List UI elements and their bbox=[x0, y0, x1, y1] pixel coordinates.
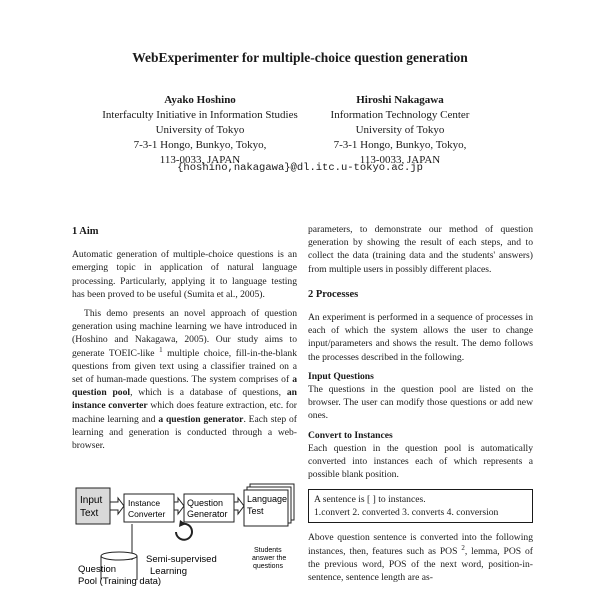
input-text-label: Text bbox=[80, 508, 99, 519]
cycle-icon bbox=[176, 524, 192, 540]
author-name: Hiroshi Nakagawa bbox=[356, 94, 444, 106]
author-affiliation: Information Technology Center bbox=[330, 109, 470, 121]
section-heading-processes: 2 Processes bbox=[308, 288, 359, 300]
arrow-icon bbox=[174, 498, 184, 514]
text: , lemma, POS of the previous word, POS of the next word, position-in-sentence, sentence length are as- bbox=[308, 545, 533, 584]
example-question-box bbox=[308, 489, 533, 523]
students-label: Students bbox=[254, 547, 282, 554]
paragraph: parameters, to demonstrate our method of question generation by showing the result of each steps, and to collect the data (training data and the students' answers) from multiple users in possibly different places. bbox=[308, 224, 533, 275]
term: a question pool bbox=[72, 374, 297, 399]
paragraph: The questions in the question pool are listed on the browser. The user can modify those questions or add new ones. bbox=[308, 384, 533, 422]
question-generator-label: Generator bbox=[187, 509, 228, 519]
author-university: University of Tokyo bbox=[155, 124, 245, 136]
language-test-label: Language bbox=[247, 494, 288, 504]
paragraph: Automatic generation of multiple-choice questions is an emerging topic in application of natural language processing. Particularly, applying it to language testing has been proved to be useful (Sumita et al., 2005). bbox=[72, 249, 297, 300]
term: an instance converter bbox=[72, 387, 297, 412]
arrow-icon bbox=[234, 498, 244, 514]
author-address: 113-0033, JAPAN bbox=[359, 154, 441, 166]
text: Above question sentence is converted into the following instances, then, features such as POS bbox=[308, 532, 533, 557]
input-text-label: Input bbox=[80, 495, 103, 506]
arrow-icon bbox=[110, 498, 124, 514]
paragraph bbox=[308, 531, 533, 584]
paper-title: WebExperimenter for multiple-choice question generation bbox=[132, 50, 468, 65]
subheading-convert-to-instances: Convert to Instances bbox=[308, 429, 393, 441]
author-address: 7-3-1 Hongo, Bunkyo, Tokyo, bbox=[333, 139, 467, 151]
author-block-2 bbox=[275, 93, 525, 168]
author-university: University of Tokyo bbox=[355, 124, 445, 136]
footnote-marker: 2 bbox=[461, 543, 465, 552]
subheading-input-questions: Input Questions bbox=[308, 370, 374, 382]
students-label: questions bbox=[253, 563, 283, 570]
text: , which is a database of questions, bbox=[130, 387, 287, 399]
text: which does feature extraction, etc. for machine learning and bbox=[72, 400, 297, 425]
semi-supervised-label: Semi-supervised bbox=[146, 554, 217, 565]
question-pool-label: Question bbox=[78, 564, 117, 575]
example-sentence: A sentence is [ ] to instances. bbox=[314, 494, 426, 506]
database-icon bbox=[101, 552, 137, 560]
instance-converter-label: Converter bbox=[128, 509, 166, 519]
section-heading-aim: 1 Aim bbox=[72, 226, 99, 237]
paragraph: Each question in the question pool is automatically converted into instances each of which represents a possible blank position. bbox=[308, 442, 533, 481]
footnote-marker: 1 bbox=[159, 345, 163, 354]
language-test-label: Test bbox=[247, 506, 264, 516]
author-address: 7-3-1 Hongo, Bunkyo, Tokyo, bbox=[133, 139, 267, 151]
text: multiple choice, fill-in-the-blank questions from given text using a classifier trained on a set of human-made questions. The system comprises of bbox=[72, 347, 297, 386]
paragraph bbox=[72, 307, 297, 452]
author-name: Ayako Hoshino bbox=[164, 94, 236, 106]
right-column bbox=[308, 223, 533, 590]
author-address: 113-0033, JAPAN bbox=[159, 154, 241, 166]
text: . Each step of learning and generation is conducted through a web-browser. bbox=[72, 413, 297, 452]
system-diagram bbox=[72, 480, 307, 590]
semi-supervised-label: Learning bbox=[150, 566, 187, 577]
students-label: answer the bbox=[252, 555, 287, 562]
paragraph: An experiment is performed in a sequence of processes in each of which the system allows the user to change input/parameters and shows the result. The demo follows the processes described in the following. bbox=[308, 312, 533, 363]
instance-converter-label: Instance bbox=[128, 498, 161, 508]
term: a question generator bbox=[158, 413, 244, 425]
author-affiliation: Interfaculty Initiative in Information Studies bbox=[102, 109, 298, 121]
question-generator-label: Question bbox=[187, 498, 224, 508]
text: This demo presents an novel approach of question generation using machine learning we have introduced in (Hoshino and Nakagawa, 2005). Our study aims to generate TOEIC-like bbox=[72, 308, 297, 359]
author-email: {hoshino,nakagawa}@dl.itc.u-tokyo.ac.jp bbox=[177, 162, 423, 174]
left-column bbox=[72, 225, 297, 458]
question-pool-label: Pool (Training data) bbox=[78, 576, 162, 587]
example-options: 1.convert 2. converted 3. converts 4. conversion bbox=[314, 507, 499, 519]
